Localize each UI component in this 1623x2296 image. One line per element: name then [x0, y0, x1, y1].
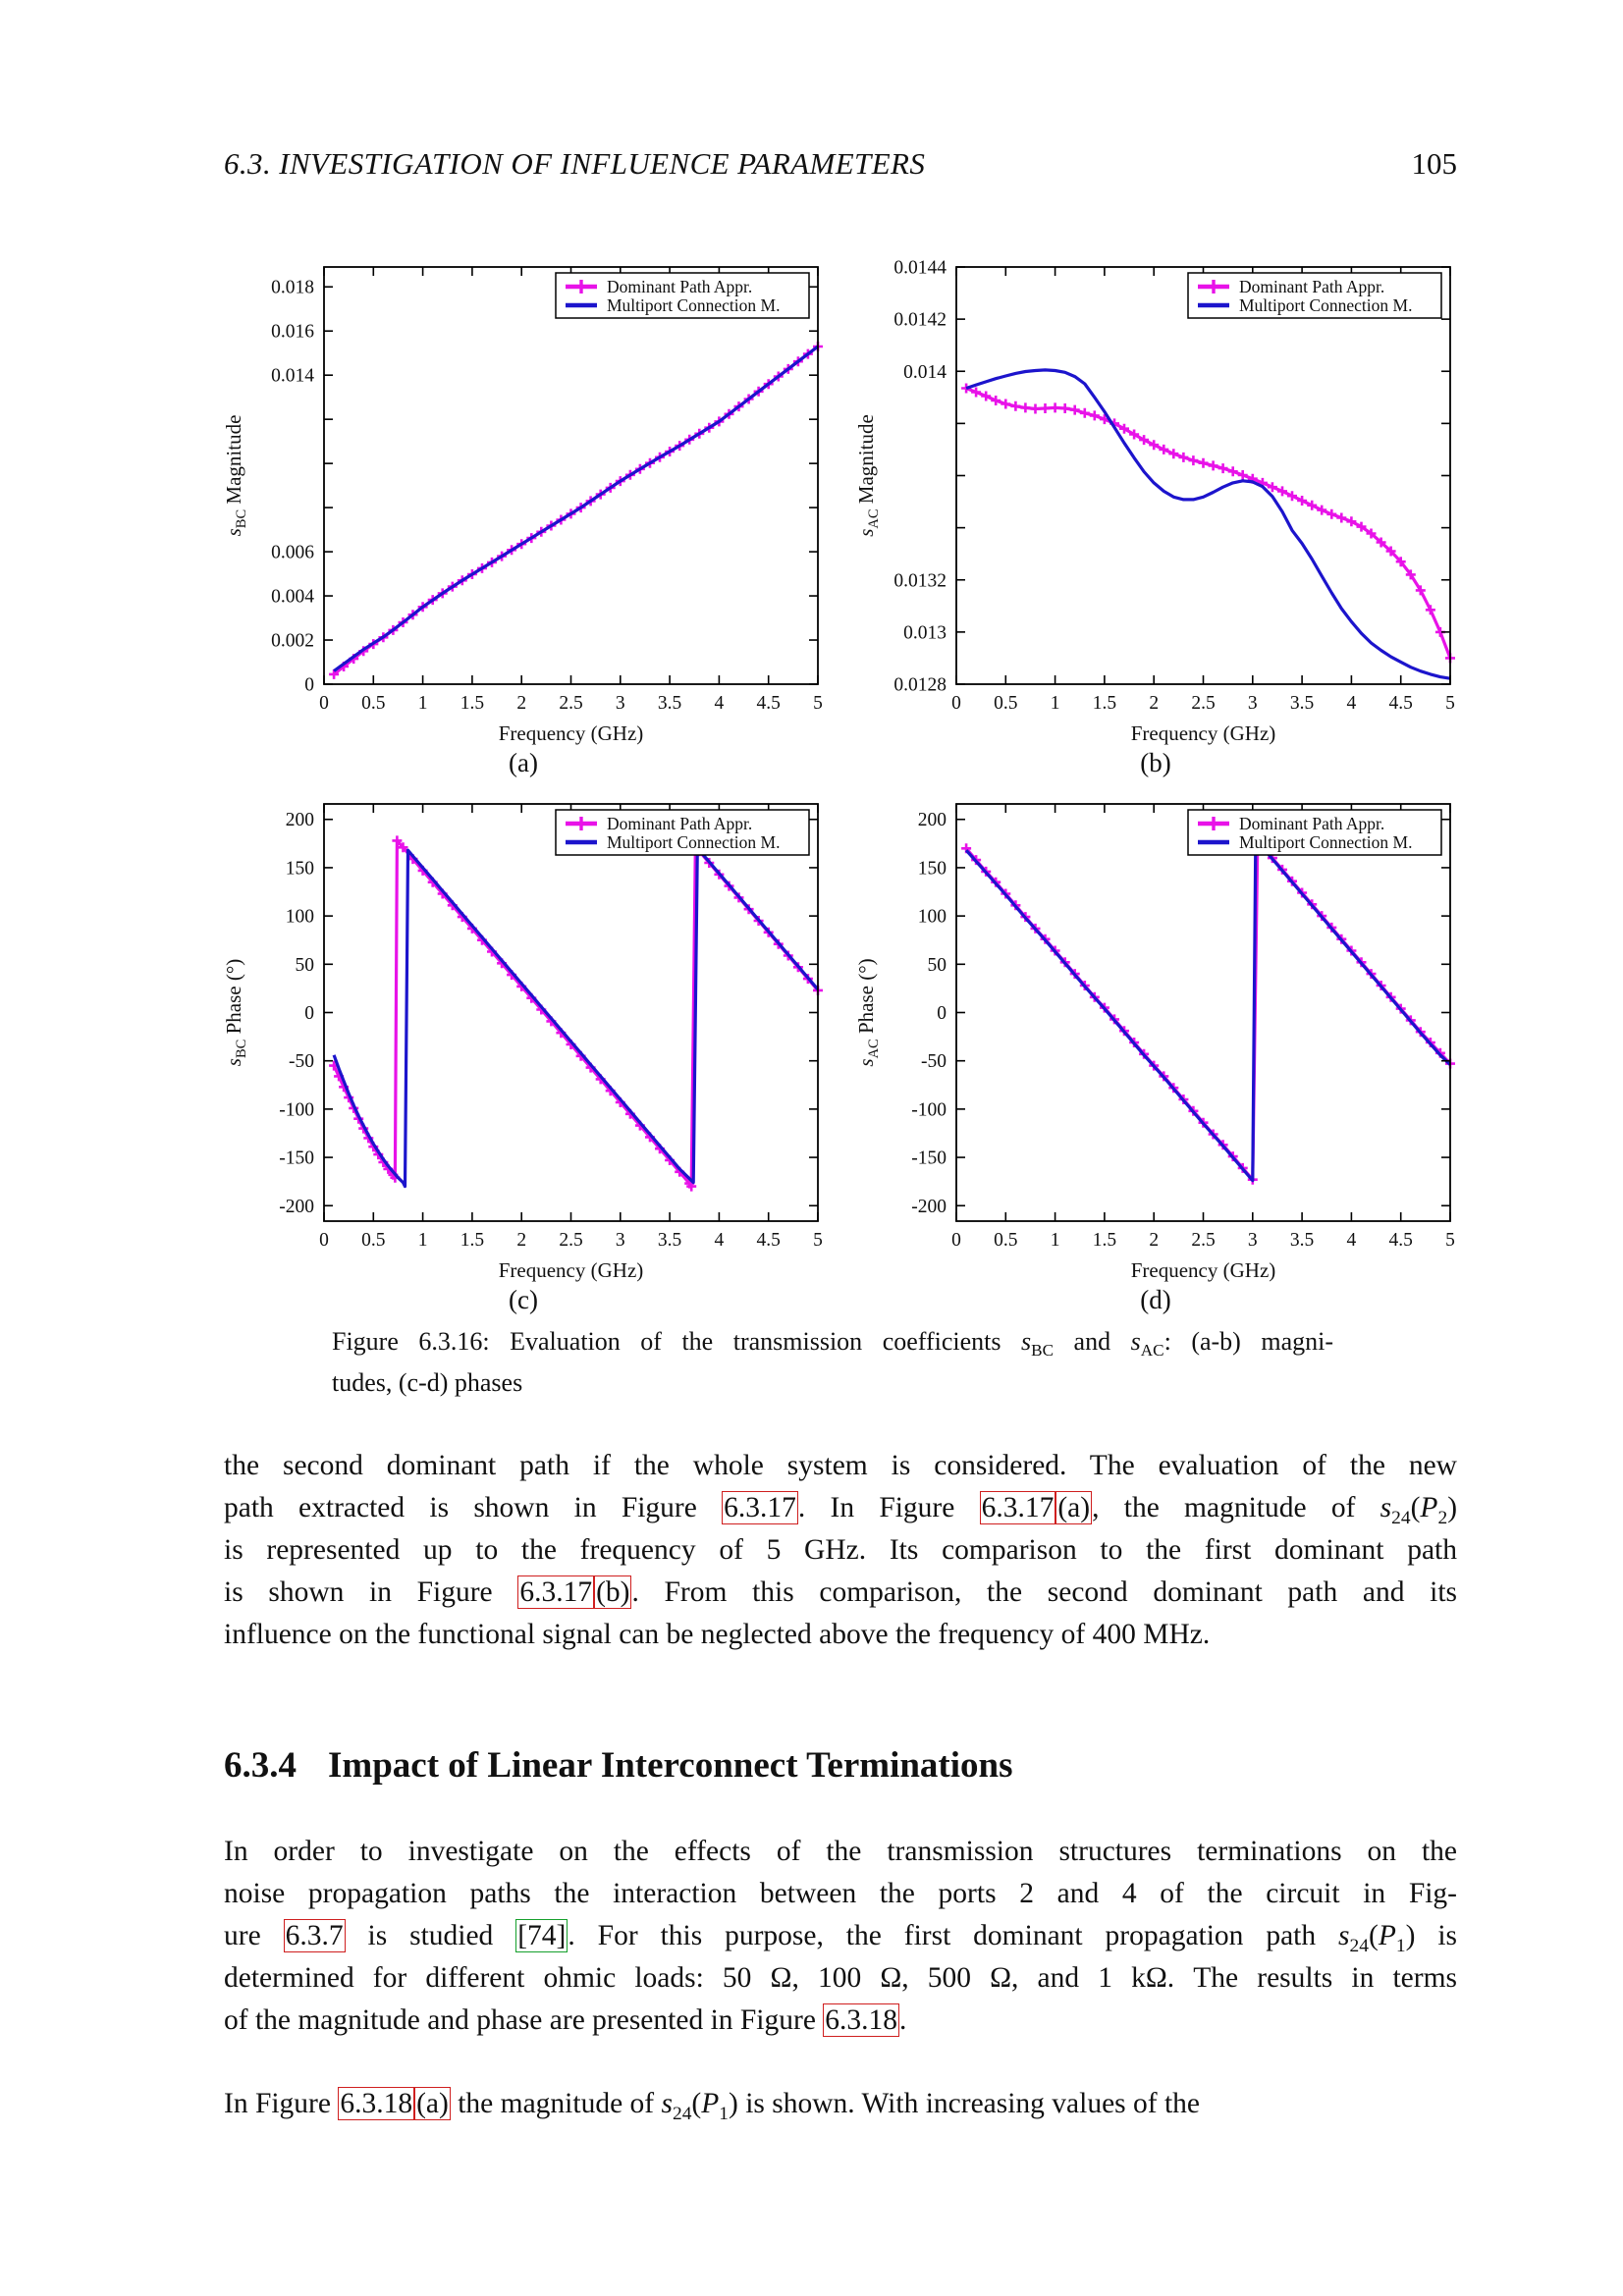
svg-text:2: 2 — [1149, 693, 1160, 714]
svg-text:2.5: 2.5 — [559, 1230, 583, 1251]
svg-text:4: 4 — [714, 1230, 725, 1251]
svg-text:0.0132: 0.0132 — [893, 570, 947, 592]
svg-text:0.006: 0.006 — [271, 542, 314, 563]
svg-text:0.013: 0.013 — [903, 622, 947, 644]
page-number: 105 — [1411, 146, 1457, 181]
figure-ref-link[interactable]: 6.3.18 — [340, 2088, 413, 2119]
math-symbol: $s_{24}(P_1)$ — [661, 2088, 738, 2124]
sublabel-c: (c) — [509, 1285, 538, 1314]
svg-text:3.5: 3.5 — [657, 1230, 682, 1251]
svg-text:-100: -100 — [911, 1099, 947, 1121]
svg-text:3: 3 — [1247, 693, 1258, 714]
svg-text:sAC Magnitude: $s_{AC}$ Magnitude — [854, 414, 882, 537]
svg-text:100: 100 — [285, 906, 314, 928]
svg-text:5: 5 — [1445, 1230, 1455, 1251]
svg-text:sAC Phase (°): $s_{AC}$ Phase (°) — [854, 958, 882, 1067]
svg-text:4: 4 — [714, 693, 725, 714]
svg-text:0.0144: 0.0144 — [893, 257, 947, 279]
plot-b-sac-magnitude — [852, 253, 1459, 746]
figure-ref-link[interactable]: 6.3.17 — [724, 1492, 796, 1523]
svg-text:150: 150 — [917, 858, 947, 880]
svg-text:1.5: 1.5 — [1092, 1230, 1117, 1251]
svg-text:2: 2 — [1149, 1230, 1160, 1251]
svg-text:-200: -200 — [911, 1196, 947, 1217]
figure-caption — [332, 1321, 1333, 1404]
svg-text:3: 3 — [615, 693, 625, 714]
svg-text:2.5: 2.5 — [1191, 1230, 1216, 1251]
figure-ref-link[interactable]: (b) — [596, 1576, 630, 1608]
plot-cell-b — [852, 253, 1459, 778]
svg-text:Dominant Path Appr.: Dominant Path Appr. — [607, 277, 753, 296]
math-symbol: $s_{AC}$ — [1130, 1327, 1164, 1361]
svg-text:0: 0 — [951, 1230, 961, 1251]
svg-text:Multiport Connection M.: Multiport Connection M. — [607, 295, 781, 315]
text-line: path extracted is shown in Figure 6.3.17. In Figure 6.3.17 (a), the magnitude of $s_{24}(P_2)$ — [224, 1492, 1458, 1528]
svg-text:sBC Phase (°): $s_{BC}$ Phase (°) — [222, 958, 249, 1067]
section-heading — [224, 1744, 1457, 1788]
svg-text:Frequency (GHz): Frequency (GHz) — [1130, 1258, 1276, 1282]
svg-text:0.014: 0.014 — [271, 365, 314, 387]
plot-a-sbc-magnitude — [220, 253, 827, 746]
text-line: of the magnitude and phase are presented in Figure 6.3.18. — [224, 2004, 907, 2036]
svg-text:5: 5 — [813, 693, 823, 714]
sublabel-d: (d) — [1140, 1285, 1171, 1314]
svg-text:1: 1 — [1050, 693, 1060, 714]
svg-text:-200: -200 — [279, 1196, 314, 1217]
svg-text:0: 0 — [304, 1003, 314, 1024]
svg-text:200: 200 — [285, 810, 314, 831]
svg-text:Multiport Connection M.: Multiport Connection M. — [1239, 832, 1413, 852]
svg-text:-100: -100 — [279, 1099, 314, 1121]
svg-text:0: 0 — [319, 1230, 329, 1251]
svg-text:0.5: 0.5 — [994, 1230, 1018, 1251]
text-line: In Figure 6.3.18 (a) the magnitude of $s_{24}(P_1)$ is shown. With increasing values of the — [224, 2088, 1201, 2124]
svg-text:0.0142: 0.0142 — [893, 309, 947, 331]
svg-text:5: 5 — [1445, 693, 1455, 714]
svg-text:0.014: 0.014 — [903, 361, 947, 383]
svg-text:Dominant Path Appr.: Dominant Path Appr. — [607, 814, 753, 833]
plot-d-sac-phase — [852, 790, 1459, 1283]
plot-cell-c — [220, 790, 827, 1315]
math-symbol: $s_{24}(P_1)$ — [1338, 1920, 1416, 1956]
running-header — [224, 147, 1457, 181]
text-line: is represented up to the frequency of 5 GHz. Its comparison to the first dominant path — [224, 1534, 1457, 1566]
svg-text:5: 5 — [813, 1230, 823, 1251]
text-line: noise propagation paths the interaction between the ports 2 and 4 of the circuit in Fig- — [224, 1878, 1457, 1909]
section-title: Impact of Linear Interconnect Terminations — [328, 1745, 1013, 1786]
citation-link[interactable]: [74] — [517, 1920, 567, 1951]
text-line: is shown in Figure 6.3.17 (b). From this comparison, the second dominant path and its — [224, 1576, 1457, 1608]
svg-text:Multiport Connection M.: Multiport Connection M. — [607, 832, 781, 852]
svg-text:0.002: 0.002 — [271, 630, 314, 652]
figure-ref-link[interactable]: 6.3.17 — [981, 1492, 1055, 1523]
sublabel-a: (a) — [509, 748, 538, 777]
svg-text:4.5: 4.5 — [756, 1230, 781, 1251]
svg-text:sBC Magnitude: $s_{BC}$ Magnitude — [222, 414, 249, 537]
figure-ref-link[interactable]: 6.3.17 — [519, 1576, 593, 1608]
svg-text:Frequency (GHz): Frequency (GHz) — [498, 1258, 644, 1282]
svg-text:Multiport Connection M.: Multiport Connection M. — [1239, 295, 1413, 315]
paragraph-3 — [224, 2083, 1457, 2125]
figure-6-3-16 — [224, 253, 1457, 1404]
svg-text:-50: -50 — [921, 1051, 947, 1073]
svg-text:1.5: 1.5 — [460, 693, 485, 714]
running-head-title: 6.3. INVESTIGATION OF INFLUENCE PARAMETERS — [224, 146, 926, 181]
paragraph-2 — [224, 1831, 1457, 2042]
paragraph-1 — [224, 1445, 1457, 1656]
section-number: 6.3.4 — [224, 1745, 297, 1786]
svg-text:4.5: 4.5 — [756, 693, 781, 714]
svg-text:200: 200 — [917, 810, 947, 831]
svg-text:-150: -150 — [911, 1148, 947, 1169]
svg-text:4.5: 4.5 — [1388, 1230, 1413, 1251]
svg-text:3.5: 3.5 — [1289, 1230, 1315, 1251]
svg-text:1: 1 — [417, 693, 428, 714]
svg-text:0.5: 0.5 — [361, 1230, 386, 1251]
svg-text:4: 4 — [1346, 1230, 1357, 1251]
svg-text:1.5: 1.5 — [460, 1230, 485, 1251]
svg-text:-150: -150 — [279, 1148, 314, 1169]
svg-text:0.5: 0.5 — [361, 693, 386, 714]
svg-text:1: 1 — [1050, 1230, 1060, 1251]
svg-text:0: 0 — [951, 693, 961, 714]
svg-text:Dominant Path Appr.: Dominant Path Appr. — [1239, 814, 1385, 833]
text-line: Figure 6.3.16: Evaluation of the transmission coefficients $s_{BC}$ and $s_{AC}$: (a-b) magni- — [332, 1327, 1333, 1361]
svg-text:0.018: 0.018 — [271, 277, 314, 298]
text-line: influence on the functional signal can be neglected above the frequency of 400 MHz. — [224, 1619, 1211, 1650]
svg-text:4.5: 4.5 — [1388, 693, 1413, 714]
svg-text:0: 0 — [304, 674, 314, 696]
svg-text:3.5: 3.5 — [657, 693, 682, 714]
svg-text:0.5: 0.5 — [994, 693, 1018, 714]
math-symbol: $s_{BC}$ — [1021, 1327, 1055, 1361]
svg-text:2: 2 — [516, 693, 527, 714]
svg-text:0.004: 0.004 — [271, 586, 314, 608]
svg-text:0: 0 — [937, 1003, 947, 1024]
svg-text:3: 3 — [615, 1230, 625, 1251]
svg-text:Frequency (GHz): Frequency (GHz) — [1130, 721, 1276, 745]
svg-text:Dominant Path Appr.: Dominant Path Appr. — [1239, 277, 1385, 296]
svg-text:150: 150 — [285, 858, 314, 880]
svg-text:1.5: 1.5 — [1092, 693, 1117, 714]
plot-cell-a — [220, 253, 827, 778]
sublabel-b: (b) — [1140, 748, 1171, 777]
plot-c-sbc-phase — [220, 790, 827, 1283]
math-symbol: $s_{24}(P_2)$ — [1380, 1492, 1458, 1528]
figure-ref-link[interactable]: (a) — [416, 2088, 449, 2119]
svg-text:0.016: 0.016 — [271, 321, 314, 343]
svg-text:0: 0 — [319, 693, 329, 714]
svg-text:2.5: 2.5 — [1191, 693, 1216, 714]
svg-text:1: 1 — [417, 1230, 428, 1251]
svg-text:3.5: 3.5 — [1289, 693, 1315, 714]
svg-text:100: 100 — [917, 906, 947, 928]
text-line: ure 6.3.7 is studied [74]. For this purpose, the first dominant propagation path $s_{24}(P_1)$ is — [224, 1920, 1457, 1956]
text-line: In order to investigate on the effects of the transmission structures terminations on the — [224, 1836, 1457, 1867]
svg-text:4: 4 — [1346, 693, 1357, 714]
text-line: determined for different ohmic loads: 50 Ω, 100 Ω, 500 Ω, and 1 kΩ. The results in terms — [224, 1962, 1457, 1994]
plot-cell-d — [852, 790, 1459, 1315]
svg-text:3: 3 — [1247, 1230, 1258, 1251]
svg-text:-50: -50 — [289, 1051, 314, 1073]
svg-text:Frequency (GHz): Frequency (GHz) — [498, 721, 644, 745]
figure-ref-link[interactable]: 6.3.18 — [825, 2004, 898, 2036]
text-line: the second dominant path if the whole system is considered. The evaluation of the new — [224, 1450, 1457, 1481]
figure-ref-link[interactable]: 6.3.7 — [285, 1920, 344, 1951]
text-line: tudes, (c-d) phases — [332, 1368, 523, 1397]
svg-text:0.0128: 0.0128 — [893, 674, 947, 696]
svg-text:50: 50 — [295, 954, 314, 976]
svg-text:2.5: 2.5 — [559, 693, 583, 714]
plot-grid — [220, 253, 1459, 1315]
svg-text:2: 2 — [516, 1230, 527, 1251]
svg-text:50: 50 — [927, 954, 947, 976]
figure-ref-link[interactable]: (a) — [1057, 1492, 1091, 1523]
